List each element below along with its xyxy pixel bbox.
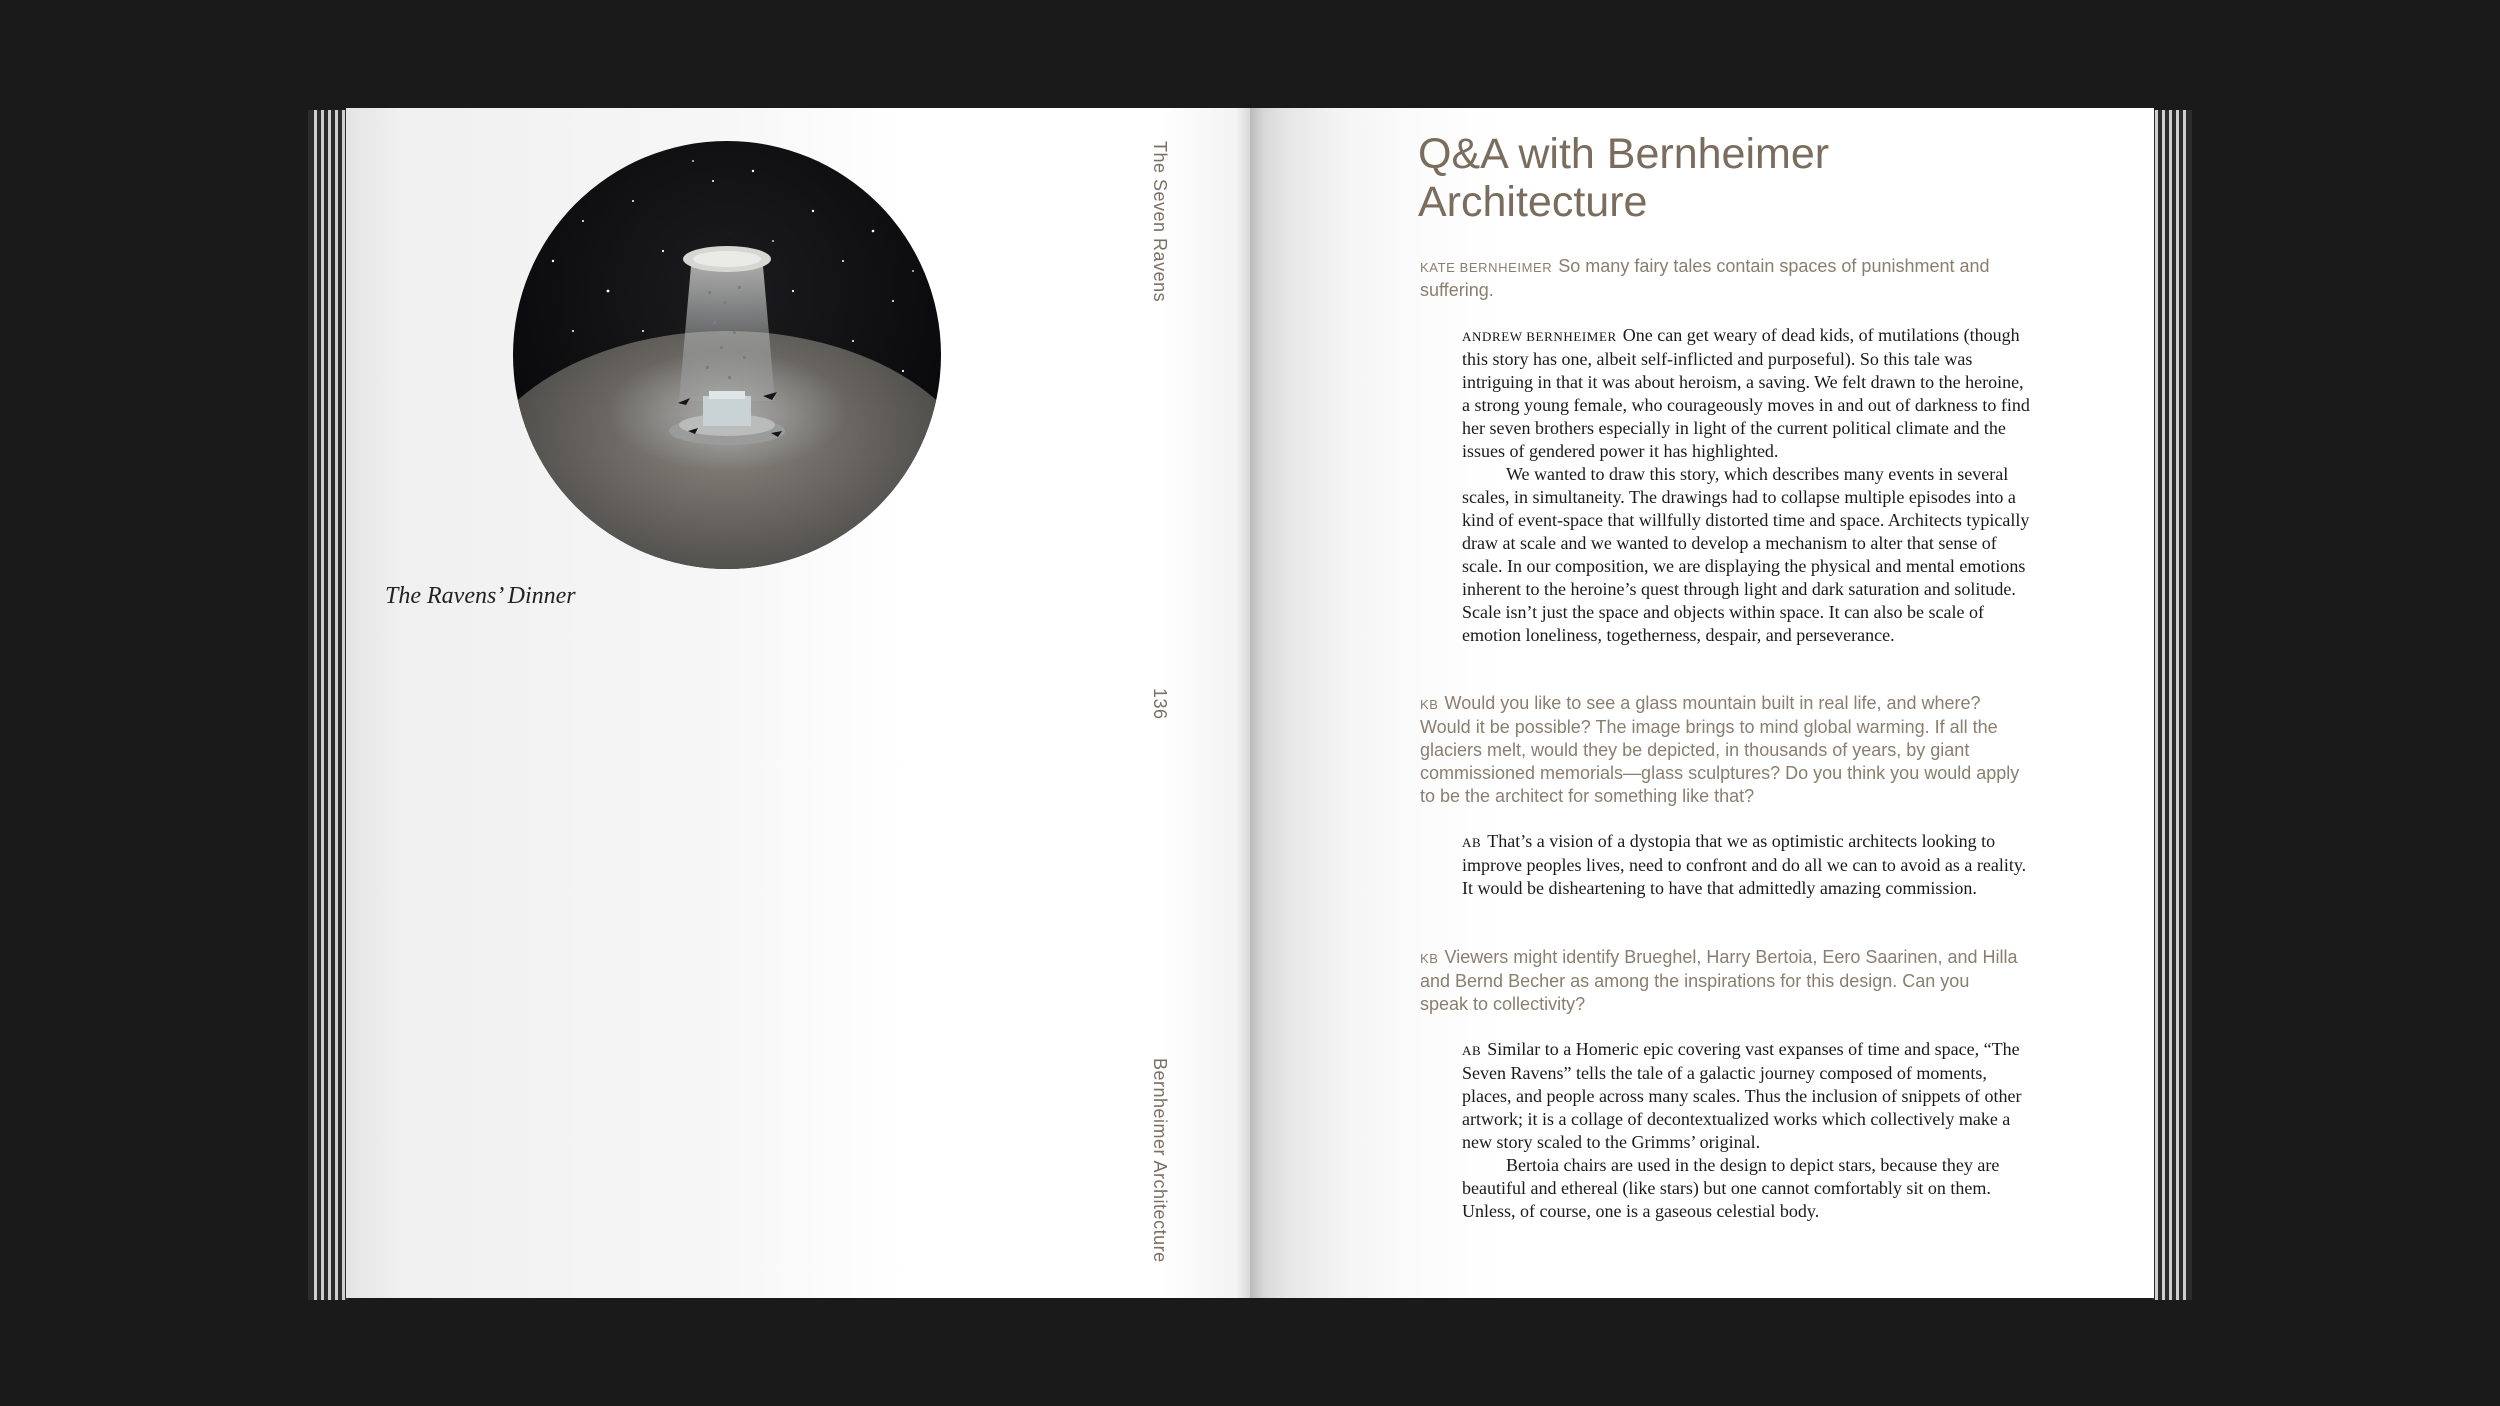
book-edge-left [308, 110, 348, 1300]
question-block [1420, 946, 2020, 1016]
illustration-caption: The Ravens’ Dinner [385, 583, 576, 609]
answer-paragraph: Bertoia chairs are used in the design to depict stars, because they are beautiful and ethereal (like stars) but one cannot comfortably sit on them. Unless, of course, one is a gaseous celestial body. [1462, 1155, 2000, 1221]
question-block [1420, 255, 2020, 302]
answer-paragraph: We wanted to draw this story, which describes many events in several scales, in simultaneity. The drawings had to collapse multiple episodes into a kind of event-space that willfully distorted time and space. Architects typically draw at scale and we wanted to develop a mechanism to alter that sense of scale. In our composition, we are displaying the physical and mental emotions inherent to the heroine’s quest through light and dark saturation and solitude. Scale isn’t just the space and objects within space. It can also be scale of emotion loneliness, togetherness, despair, and perseverance. [1462, 464, 2030, 645]
answer-block [1462, 1038, 2032, 1223]
running-head-book-title: The Seven Ravens [1150, 141, 1170, 303]
speaker-label: ANDREW BERNHEIMER [1462, 329, 1617, 344]
question-block [1420, 692, 2020, 808]
question-text: So many fairy tales contain spaces of punishment and suffering. [1420, 256, 1990, 300]
page-number: 136 [1150, 688, 1170, 720]
answer-text: Similar to a Homeric epic covering vast expanses of time and space, “The Seven Ravens” tells the tale of a galactic journey composed of moments, places, and people across many scales. Thus the inclusion of snippets of other artwork; it is a collage of decontextualized works which collectively make a new story scaled to the Grimms’ original. [1462, 1039, 2022, 1152]
answer-block [1462, 830, 2032, 900]
title-line-1: Q&A with Bernheimer [1418, 130, 1830, 178]
page-title [1418, 130, 1829, 226]
answer-block [1462, 324, 2032, 647]
speaker-label: KB [1420, 697, 1439, 712]
question-text: Viewers might identify Brueghel, Harry Bertoia, Eero Saarinen, and Hilla and Bernd Becher as among the inspirations for this design. Can you speak to collectivity? [1420, 947, 2018, 1014]
speaker-label: KATE BERNHEIMER [1420, 260, 1553, 275]
title-line-2: Architecture [1418, 178, 1648, 226]
book-edge-right [2152, 110, 2192, 1300]
ravens-dinner-illustration [513, 141, 941, 569]
speaker-label: AB [1462, 835, 1482, 850]
answer-text: That’s a vision of a dystopia that we as optimistic architects looking to improve peoples lives, need to confront and do all we can to avoid as a reality. It would be disheartening to have that admittedly amazing commission. [1462, 831, 2027, 898]
running-head-chapter: Bernheimer Architecture [1150, 1058, 1170, 1263]
speaker-label: KB [1420, 951, 1439, 966]
speaker-label: AB [1462, 1043, 1482, 1058]
gutter-shadow [1236, 108, 1264, 1298]
answer-text: One can get weary of dead kids, of mutilations (though this story has one, albeit self-inflicted and purposeful). So this tale was intriguing in that it was about heroism, a saving. We felt drawn to the heroine, a strong young female, who courageously moves in and out of darkness to find her seven brothers especially in light of the current political climate and the issues of gendered power it has highlighted. [1462, 325, 2030, 461]
question-text: Would you like to see a glass mountain built in real life, and where? Would it be possible? The image brings to mind global warming. If all the glaciers melt, would they be depicted, in thousands of years, by giant commissioned memorials—glass sculptures? Do you think you would apply to be the architect for something like that? [1420, 693, 2020, 806]
